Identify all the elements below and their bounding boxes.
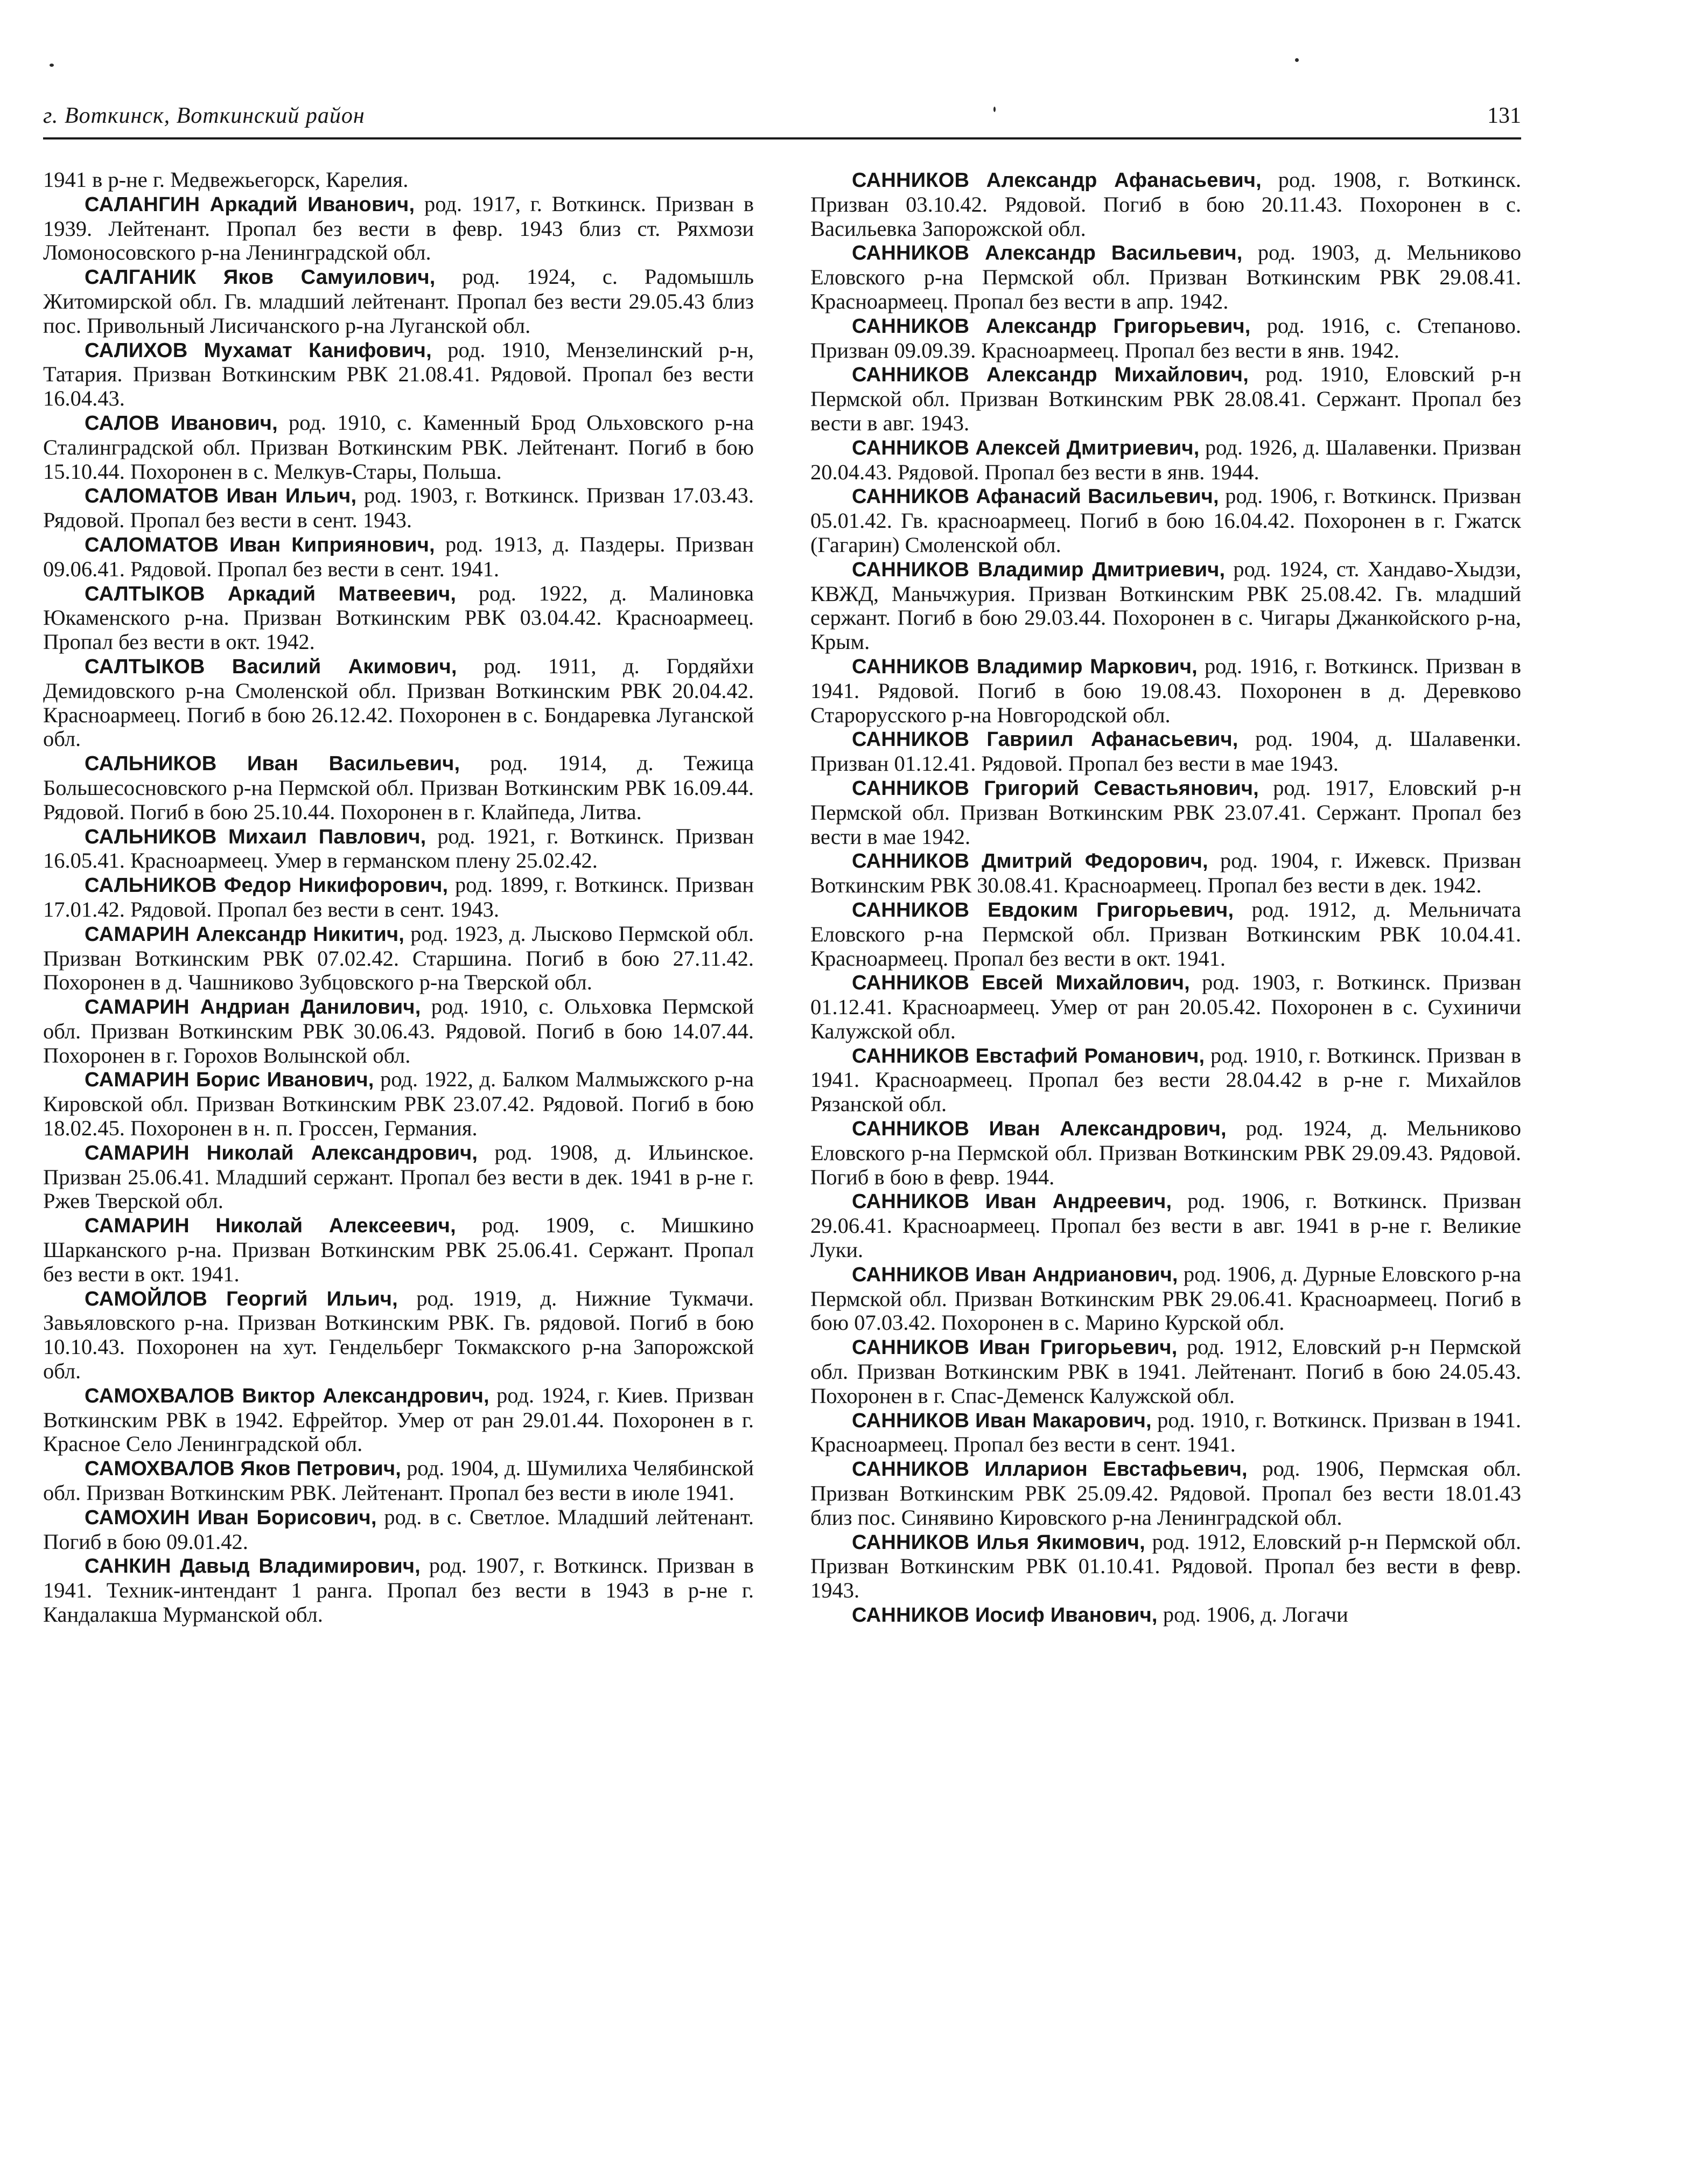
obituary-entry	[43, 1213, 754, 1286]
obituary-entry	[43, 265, 754, 338]
entry-text: род. 1904, д. Шалавенки. Призван 01.12.41. Рядовой. Пропал без вести в мае 1943.	[810, 727, 1521, 776]
obituary-entry	[810, 1457, 1521, 1530]
obituary-entry	[43, 1384, 754, 1456]
obituary-entry	[43, 338, 754, 411]
entry-name: САМОХВАЛОВ Яков Петрович,	[84, 1457, 402, 1481]
entry-name: САННИКОВ Григорий Севастьянович,	[851, 777, 1259, 800]
entry-text: род. 1908, д. Ильинское. Призван 25.06.41. Младший сержант. Пропал без вести в дек. 1941 в р-не г. Ржев Тверской обл.	[43, 1140, 754, 1213]
entry-name: САЛТЫКОВ Аркадий Матвеевич,	[84, 582, 457, 605]
entry-text: род. 1924, д. Мельниково Еловского р-на Пермской обл. Призван Воткинским РВК 29.09.43. Рядовой. Погиб в бою в февр. 1944.	[810, 1116, 1522, 1189]
page-header	[43, 89, 1521, 139]
obituary-entry	[810, 971, 1521, 1043]
obituary-entry	[810, 849, 1521, 898]
obituary-entry	[43, 922, 754, 995]
obituary-entry	[810, 898, 1521, 971]
entry-text: род. 1924, ст. Хандаво-Хыдзи, КВЖД, Маньчжурия. Призван Воткинским РВК 25.08.42. Гв. младший сержант. Погиб в бою 29.03.44. Похоронен в с. Чигары Джанкойского р-на, Крым.	[810, 556, 1521, 654]
entry-text: род. 1919, д. Нижние Тукмачи. Завьяловского р-на. Призван Воткинским РВК. Гв. рядовой. Погиб в бою 10.10.43. Похоронен на хут. Гендельберг Токмакского р-на Запорожской обл.	[43, 1286, 754, 1384]
entry-text: род. 1912, Еловский р-н Пермской обл. Призван Воткинским РВК 01.10.41. Рядовой. Пропал без вести в февр. 1943.	[810, 1529, 1521, 1603]
entry-text: род. 1910, с. Ольховка Пермской обл. Призван Воткинским РВК 30.06.43. Рядовой. Погиб в бою 14.07.44. Похоронен в г. Горохов Волынской обл.	[43, 994, 754, 1067]
entry-text: род. 1906, Пермская обл. Призван Воткинским РВК 25.09.42. Рядовой. Пропал без вести 18.01.43 близ пос. Синявино Кировского р-на Ленинградской обл.	[810, 1456, 1521, 1530]
obituary-entry	[43, 1554, 754, 1627]
entry-text: род. 1904, д. Шумилиха Челябинской обл. Призван Воткинским РВК. Лейтенант. Пропал без вести в июле 1941.	[43, 1456, 754, 1505]
entry-text: род. 1916, с. Степаново. Призван 09.09.39. Красноармеец. Пропал без вести в янв. 1942.	[810, 313, 1521, 362]
obituary-entry	[43, 484, 754, 533]
obituary-entry	[810, 362, 1521, 435]
entry-text: род. 1924, г. Киев. Призван Воткинским РВК в 1942. Ефрейтор. Умер от ран 29.01.44. Похоронен в г. Красное Село Ленинградской обл.	[43, 1383, 754, 1456]
obituary-entry	[810, 1117, 1521, 1189]
entry-name: САМАРИН Борис Иванович,	[84, 1069, 374, 1092]
entry-name: САННИКОВ Иван Григорьевич,	[851, 1336, 1178, 1359]
entry-name: САННИКОВ Дмитрий Федорович,	[851, 850, 1208, 873]
running-head: г. Воткинск, Воткинский район	[43, 103, 365, 128]
obituary-entry	[810, 1262, 1521, 1335]
entry-name: САННИКОВ Александр Афанасьевич,	[851, 169, 1262, 192]
entry-name: САННИКОВ Илья Якимович,	[851, 1531, 1145, 1554]
obituary-entry	[810, 776, 1521, 849]
entry-name: САМОХВАЛОВ Виктор Александрович,	[84, 1384, 489, 1407]
entry-text: род. 1910, г. Воткинск. Призван в 1941. Красноармеец. Пропал без вести в сент. 1941.	[810, 1407, 1522, 1457]
obituary-entry	[43, 1505, 754, 1554]
entry-text: род. 1910, с. Каменный Брод Ольховского р-на Сталинградской обл. Призван Воткинским РВК. Лейтенант. Погиб в бою 15.10.44. Похоронен в с. Мелкув-Стары, Польша.	[43, 410, 754, 484]
entry-name: САННИКОВ Александр Васильевич,	[851, 242, 1243, 265]
entry-name: САМАРИН Николай Алексеевич,	[84, 1215, 456, 1238]
obituary-entry	[43, 995, 754, 1067]
entry-name: САННИКОВ Илларион Евстафьевич,	[851, 1458, 1248, 1481]
entry-name: САННИКОВ Гавриил Афанасьевич,	[851, 728, 1238, 751]
entry-name: САННИКОВ Владимир Дмитриевич,	[851, 558, 1226, 581]
entry-text: род. 1910, г. Воткинск. Призван в 1941. Красноармеец. Пропал без вести 28.04.42 в р-не г. Михайлов Рязанской обл.	[810, 1043, 1521, 1117]
entry-name: САНКИН Давыд Владимирович,	[84, 1555, 421, 1578]
right-column	[810, 168, 1521, 1628]
left-column	[43, 168, 754, 1627]
entry-text: род. 1906, г. Воткинск. Призван 05.01.42. Гв. красноармеец. Погиб в бою 16.04.42. Похоронен в г. Гжатск (Гагарин) Смоленской обл.	[810, 484, 1521, 557]
entry-text: род. 1906, д. Дурные Еловского р-на Пермской обл. Призван Воткинским РВК 29.06.41. Красноармеец. Погиб в бою 07.03.42. Похоронен в с. Марино Курской обл.	[810, 1261, 1521, 1335]
entry-name: САМОЙЛОВ Георгий Ильич,	[84, 1287, 398, 1310]
entry-name: САННИКОВ Евстафий Романович,	[851, 1044, 1205, 1067]
entry-text: род. 1911, д. Гордяйхи Демидовского р-на Смоленской обл. Призван Воткинским РВК 20.04.42. Красноармеец. Погиб в бою 26.12.42. Похоронен в с. Бондаревка Луганской обл.	[43, 653, 754, 751]
obituary-entry	[43, 411, 754, 484]
entry-text: род. 1922, д. Балком Малмыжского р-на Кировской обл. Призван Воткинским РВК 23.07.42. Рядовой. Погиб в бою 18.02.45. Похоронен в н. п. Гроссен, Германия.	[43, 1067, 754, 1141]
obituary-entry	[810, 1189, 1521, 1262]
entry-name: САННИКОВ Евсей Михайлович,	[851, 972, 1190, 995]
entry-text: 1941 в р-не г. Медвежьегорск, Карелия.	[43, 168, 409, 192]
entry-text: род. 1910, Еловский р-н Пермской обл. Призван Воткинским РВК 28.08.41. Сержант. Пропал без вести в авг. 1943.	[810, 362, 1521, 435]
entry-name: САННИКОВ Александр Михайлович,	[851, 364, 1249, 387]
entry-text: род. 1913, д. Паздеры. Призван 09.06.41. Рядовой. Пропал без вести в сент. 1941.	[43, 532, 754, 581]
entry-name: САННИКОВ Александр Григорьевич,	[851, 315, 1251, 338]
entry-name: САННИКОВ Алексей Дмитриевич,	[851, 436, 1200, 459]
entry-name: САМАРИН Александр Никитич,	[84, 923, 405, 946]
entry-name: САЛЬНИКОВ Иван Васильевич,	[84, 752, 460, 776]
entry-text: род. 1923, д. Лысково Пермской обл. Призван Воткинским РВК 07.02.42. Старшина. Погиб в бою 27.11.42. Похоронен в д. Чашниково Зубцовского р-на Тверской обл.	[43, 921, 754, 995]
entry-name: САМАРИН Андриан Данилович,	[84, 996, 421, 1019]
entry-name: САЛОВ Иванович,	[84, 411, 278, 435]
entry-text: род. 1899, г. Воткинск. Призван 17.01.42. Рядовой. Пропал без вести в сент. 1943.	[43, 873, 754, 922]
obituary-entry	[810, 727, 1521, 776]
obituary-entry	[43, 168, 754, 192]
obituary-entry	[810, 436, 1521, 485]
obituary-entry	[43, 825, 754, 874]
entry-text: род. 1912, Еловский р-н Пермской обл. Призван Воткинским РВК в 1941. Лейтенант. Погиб в бою 24.05.43. Похоронен в г. Спас-Деменск Калужской обл.	[810, 1335, 1521, 1408]
entry-text: род. 1914, д. Тежица Большесосновского р-на Пермской обл. Призван Воткинским РВК 16.09.44. Рядовой. Погиб в бою 25.10.44. Похоронен в г. Клайпеда, Литва.	[43, 751, 754, 824]
scan-speck	[1295, 58, 1299, 62]
entry-text: род. 1922, д. Малиновка Юкаменского р-на. Призван Воткинским РВК 03.04.42. Красноармеец. Пропал без вести в окт. 1942.	[43, 581, 754, 654]
entry-text: род. 1907, г. Воткинск. Призван в 1941. Техник-интендант 1 ранга. Пропал без вести в 1943 в р-не г. Кандалакша Мурманской обл.	[43, 1553, 754, 1627]
obituary-entry	[810, 1530, 1521, 1603]
entry-name: САМОХИН Иван Борисович,	[84, 1506, 377, 1529]
entry-text: род. 1906, д. Логачи	[1157, 1602, 1348, 1627]
obituary-entry	[810, 654, 1521, 727]
entry-text: род. 1910, Мензелинский р-н, Татария. Призван Воткинским РВК 21.08.41. Рядовой. Пропал без вести 16.04.43.	[43, 337, 754, 411]
entry-text: род. 1909, с. Мишкино Шарканского р-на. Призван Воткинским РВК 25.06.41. Сержант. Пропал без вести в окт. 1941.	[43, 1213, 754, 1286]
entry-name: САЛЬНИКОВ Федор Никифорович,	[84, 874, 449, 897]
obituary-entry	[810, 557, 1521, 654]
entry-name: САЛОМАТОВ Иван Киприянович,	[84, 533, 435, 556]
entry-name: САННИКОВ Афанасий Васильевич,	[851, 485, 1219, 508]
obituary-entry	[810, 484, 1521, 557]
entry-text: род. 1924, с. Радомышль Житомирской обл. Гв. младший лейтенант. Пропал без вести 29.05.43 близ пос. Привольный Лисичанского р-на Луганской обл.	[43, 264, 754, 338]
obituary-entry	[810, 1044, 1521, 1117]
entry-name: САЛИХОВ Мухамат Канифович,	[84, 339, 432, 362]
entry-name: САЛГАНИК Яков Самуилович,	[84, 266, 436, 289]
entry-text: род. 1921, г. Воткинск. Призван 16.05.41. Красноармеец. Умер в германском плену 25.02.42.	[43, 824, 754, 873]
entry-text: род. 1904, г. Ижевск. Призван Воткинским РВК 30.08.41. Красноармеец. Пропал без вести в дек. 1942.	[810, 848, 1521, 898]
obituary-entry	[43, 582, 754, 654]
entry-text: род. 1916, г. Воткинск. Призван в 1941. Рядовой. Погиб в бою 19.08.43. Похоронен в д. Деревково Старорусского р-на Новгородской обл.	[810, 653, 1522, 727]
obituary-entry	[43, 1456, 754, 1505]
entry-name: САЛЬНИКОВ Михаил Павлович,	[84, 825, 426, 848]
entry-text: род. 1903, г. Воткинск. Призван 17.03.43. Рядовой. Пропал без вести в сент. 1943.	[43, 483, 754, 533]
obituary-entry	[810, 1335, 1521, 1408]
entry-text: род. в с. Светлое. Младший лейтенант. Погиб в бою 09.01.42.	[43, 1504, 754, 1554]
entry-name: САННИКОВ Евдоким Григорьевич,	[851, 898, 1234, 922]
entry-name: САННИКОВ Владимир Маркович,	[851, 655, 1198, 678]
entry-text: род. 1926, д. Шалавенки. Призван 20.04.43. Рядовой. Пропал без вести в янв. 1944.	[810, 435, 1521, 484]
obituary-entry	[810, 241, 1521, 313]
entry-text: род. 1908, г. Воткинск. Призван 03.10.42. Рядовой. Погиб в бою 20.11.43. Похоронен в с. Васильевка Запорожской обл.	[810, 168, 1521, 241]
entry-name: САЛАНГИН Аркадий Иванович,	[84, 193, 415, 216]
scan-speck	[50, 64, 54, 67]
obituary-entry	[43, 1067, 754, 1140]
entry-name: САМАРИН Николай Александрович,	[84, 1141, 478, 1164]
entry-name: САЛТЫКОВ Василий Акимович,	[84, 655, 457, 678]
obituary-entry	[43, 192, 754, 265]
scan-speck	[993, 107, 996, 112]
entry-name: САННИКОВ Иосиф Иванович,	[851, 1604, 1158, 1627]
entry-name: САННИКОВ Иван Андрианович,	[851, 1263, 1178, 1286]
obituary-entry	[43, 1141, 754, 1213]
entry-text: род. 1917, г. Воткинск. Призван в 1939. Лейтенант. Пропал без вести в февр. 1943 близ ст. Ряхмози Ломоносовского р-на Ленинградской обл.	[43, 191, 754, 265]
obituary-entry	[810, 1603, 1521, 1628]
obituary-entry	[810, 1408, 1521, 1457]
entry-text: род. 1917, Еловский р-н Пермской обл. Призван Воткинским РВК 23.07.41. Сержант. Пропал без вести в мае 1942.	[810, 775, 1521, 849]
obituary-entry	[43, 533, 754, 582]
entry-name: САННИКОВ Иван Макарович,	[851, 1409, 1152, 1432]
entry-name: САННИКОВ Иван Андреевич,	[851, 1190, 1172, 1213]
obituary-entry	[43, 1287, 754, 1384]
entry-text: род. 1903, д. Мельниково Еловского р-на Пермской обл. Призван Воткинским РВК 29.08.41. Красноармеец. Пропал без вести в апр. 1942.	[810, 240, 1521, 313]
entry-name: САННИКОВ Иван Александрович,	[851, 1118, 1227, 1141]
obituary-entry	[43, 873, 754, 922]
entry-text: род. 1903, г. Воткинск. Призван 01.12.41. Красноармеец. Умер от ран 20.05.42. Похоронен в с. Сухиничи Калужской обл.	[810, 970, 1521, 1043]
entry-name: САЛОМАТОВ Иван Ильич,	[84, 485, 357, 508]
page-number: 131	[1487, 103, 1521, 128]
entry-text: род. 1912, д. Мельничата Еловского р-на Пермской обл. Призван Воткинским РВК 10.04.41. Красноармеец. Пропал без вести в окт. 1941.	[810, 897, 1521, 971]
obituary-entry	[43, 654, 754, 751]
obituary-entry	[810, 168, 1521, 241]
obituary-entry	[810, 314, 1521, 363]
obituary-entry	[43, 751, 754, 824]
entry-text: род. 1906, г. Воткинск. Призван 29.06.41. Красноармеец. Пропал без вести в авг. 1941 в р-не г. Великие Луки.	[810, 1189, 1521, 1262]
